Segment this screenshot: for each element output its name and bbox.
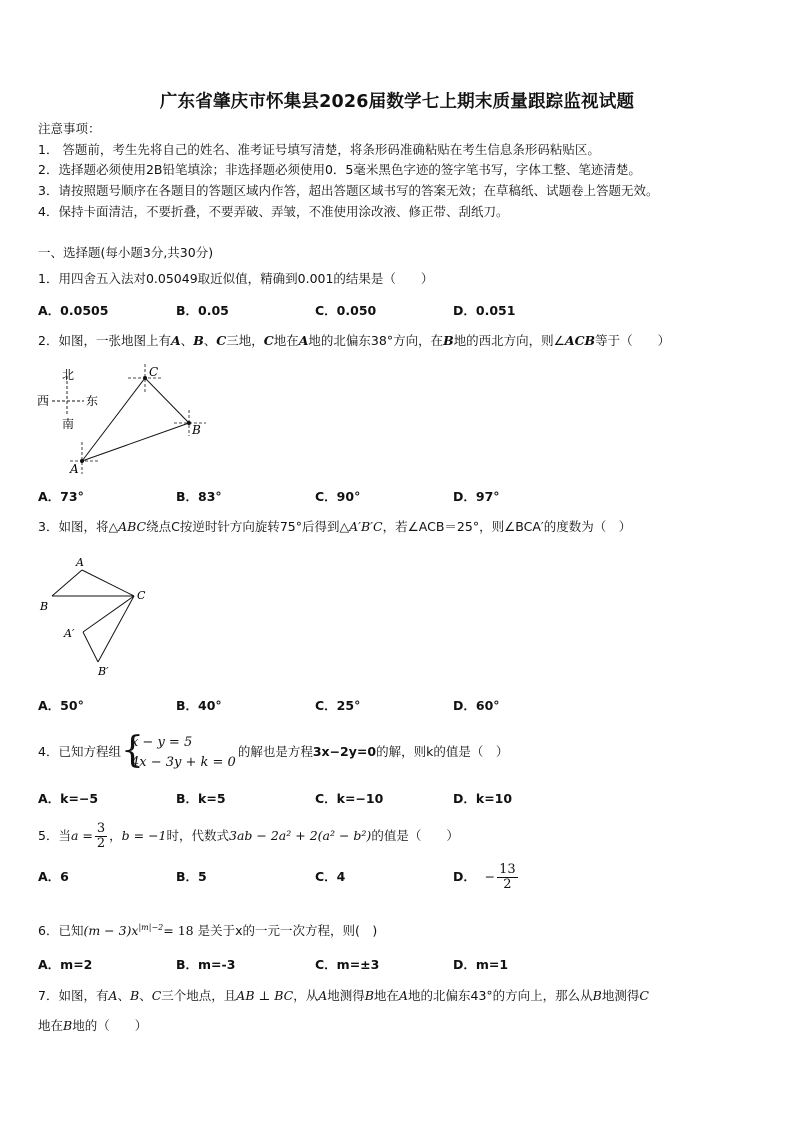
segment-ac [82, 570, 134, 596]
q3-option-d: D．60° [453, 698, 500, 713]
q2-angle-acb: ACB [564, 333, 596, 348]
q3-post: ，若∠ACB＝25°，则∠BCA′的度数为（ ） [382, 519, 632, 534]
notice-item-1: 1． 答题前，考生先将自己的姓名、准考证号填写清楚，将条形码准确粘贴在考生信息条形码粘贴区。 [38, 142, 600, 157]
question-6-text [38, 920, 377, 939]
label-c: C [137, 589, 146, 602]
q7-m5: 地的北偏东43°的方向上，那么从 [408, 988, 593, 1003]
q7-var-b4: B [63, 1018, 73, 1033]
segment-ca2 [83, 596, 134, 632]
q2-option-c: C．90° [315, 489, 361, 504]
q5-expression: 3ab − 2a² + 2(a² − b²) [229, 828, 372, 843]
q3-triangle-symbol-2: △ [339, 519, 350, 534]
q7-s1: 、 [117, 988, 130, 1003]
q7-var-a2: A [318, 988, 328, 1003]
q7-var-a3: A [398, 988, 408, 1003]
q7-var-c2: C [639, 988, 649, 1003]
point-c [143, 376, 147, 380]
q6-exponent: |m|−2 [138, 923, 164, 932]
q2-var-a2: A [298, 333, 309, 348]
q5-option-b: B．5 [176, 869, 207, 884]
q2-option-b: B．83° [176, 489, 222, 504]
q6-post: 是关于x的一元一次方程，则( ) [197, 923, 378, 939]
segment-ab [82, 423, 189, 461]
q6-option-c: C．m=±3 [315, 957, 380, 972]
q6-option-a: A．m=2 [38, 957, 93, 972]
q7-var-b3: B [592, 988, 602, 1003]
q5-option-d-label: D． [453, 869, 476, 884]
q5-b-eq: b = −1 [121, 828, 167, 843]
q2-var-c: C [216, 333, 227, 348]
q4-eq1: x − y = 5 [130, 734, 193, 750]
section-heading: 一、选择题(每小题3分,共30分) [38, 245, 214, 260]
q2-mid1: 三地， [226, 333, 264, 348]
question-5-text [38, 818, 459, 854]
q5-option-d-sign: − [484, 869, 496, 884]
q5-option-d [453, 859, 520, 895]
label-a: A [70, 462, 79, 476]
segment-ab [52, 570, 82, 596]
q2-var-a: A [170, 333, 181, 348]
q3-option-b: B．40° [176, 698, 222, 713]
q5-a-lhs: a = [70, 828, 93, 843]
q5-mid: 时，代数式 [166, 828, 230, 843]
q7-s2: 、 [139, 988, 152, 1003]
label-b-prime: B′ [98, 665, 109, 678]
q6-rhs: = 18 [163, 923, 194, 939]
q7-var-c: C [151, 988, 162, 1003]
q4-eq2: 4x − 3y + k = 0 [130, 754, 236, 770]
q7-m2: ，从 [293, 988, 319, 1003]
segment-ac [82, 378, 145, 461]
question-2-text [38, 333, 670, 349]
q2-var-c2: C [263, 333, 274, 348]
q4-option-c: C．k=−10 [315, 791, 384, 806]
q2-pre: 2．如图，一张地图上有 [38, 333, 171, 348]
q7-m3: 地测得 [327, 988, 365, 1003]
segment-cb [145, 378, 189, 423]
q5-sep: ， [109, 828, 122, 843]
q4-pre: 4．已知方程组 [38, 744, 121, 759]
q4-brace: { [120, 729, 144, 771]
q1-option-d: D．0.051 [453, 303, 516, 318]
q2-sep2: 、 [203, 333, 217, 348]
q3-mid1: 绕点C按逆时针方向旋转75°后得到 [146, 519, 340, 534]
question-7-line-1 [38, 988, 649, 1004]
compass-east: 东 [86, 394, 99, 408]
q1-option-a: A．0.0505 [38, 303, 109, 318]
label-b: B [192, 423, 201, 437]
q5-a-fraction [95, 822, 107, 851]
question-1-text: 1．用四舍五入法对0.05049取近似值，精确到0.001的结果是（ ） [38, 271, 434, 286]
q4-equation-system [120, 729, 236, 773]
notice-heading: 注意事项： [38, 121, 101, 136]
q3-triangle-symbol-1: △ [108, 519, 119, 534]
q2-sep1: 、 [180, 333, 194, 348]
q4-eq3: 3x−2y=0 [312, 744, 377, 759]
compass-west: 西 [37, 394, 50, 408]
q2-figure [30, 362, 220, 480]
notice-item-4: 4．保持卡面清洁，不要折叠，不要弄破、弄皱，不准使用涂改液、修正带、刮纸刀。 [38, 204, 509, 219]
q3-option-c: C．25° [315, 698, 361, 713]
q7-m1: 三个地点，且 [161, 988, 237, 1003]
q4-post: 的解，则k的值是（ ） [376, 744, 509, 759]
q2-mid3: 地的北偏东38°方向，在 [308, 333, 444, 348]
segment-a2b2 [83, 632, 98, 662]
q4-option-a: A．k=−5 [38, 791, 99, 806]
q7-m4: 地在 [373, 988, 399, 1003]
q3-figure [36, 552, 156, 682]
q7-var-b: B [130, 988, 140, 1003]
q5-pre: 5．当 [38, 828, 71, 843]
q3-pre: 3．如图，将 [38, 519, 109, 534]
q2-mid4: 地的西北方向，则∠ [453, 333, 565, 348]
q4-option-d: D．k=10 [453, 791, 513, 806]
q2-option-a: A．73° [38, 489, 84, 504]
q7-line2-post: 地的（ ） [72, 1018, 148, 1033]
question-7-line-2 [38, 1018, 147, 1034]
label-b: B [40, 600, 49, 613]
q5-option-c: C．4 [315, 869, 346, 884]
label-c: C [149, 365, 159, 379]
page-title: 广东省肇庆市怀集县2026届数学七上期末质量跟踪监视试题 [159, 92, 635, 112]
q1-option-c: C．0.050 [315, 303, 377, 318]
q1-option-b: B．0.05 [176, 303, 229, 318]
question-4-text [38, 730, 508, 774]
q7-pre: 7．如图，有 [38, 988, 109, 1003]
q7-var-b2: B [364, 988, 374, 1003]
q3-triangle-2: A′B′C [349, 519, 383, 534]
q6-option-b: B．m=-3 [176, 957, 236, 972]
q7-perpendicular: AB ⊥ BC [236, 988, 294, 1003]
notice-item-2: 2．选择题必须使用2B铅笔填涂；非选择题必须使用0．5毫米黑色字迹的签字笔书写，字体工整、笔迹清楚。 [38, 162, 641, 177]
q7-line2-pre: 地在 [38, 1018, 64, 1033]
q6-pre: 6．已知 [38, 923, 84, 939]
q5-option-a: A．6 [38, 869, 69, 884]
q6-option-d: D．m=1 [453, 957, 509, 972]
q5-option-d-fraction [497, 863, 518, 892]
q5-a-numerator: 3 [96, 821, 106, 836]
q6-expression: (m − 3)x [83, 923, 139, 939]
q7-m6: 地测得 [601, 988, 640, 1003]
segment-cb2 [98, 596, 134, 662]
q5-option-d-numerator: 13 [499, 862, 516, 877]
label-a: A [76, 556, 84, 569]
q2-option-d: D．97° [453, 489, 500, 504]
label-a-prime: A′ [64, 627, 75, 640]
q4-option-b: B．k=5 [176, 791, 226, 806]
point-a [80, 459, 84, 463]
q2-var-b: B [193, 333, 204, 348]
q2-post: 等于（ ） [595, 333, 671, 348]
compass-north: 北 [62, 368, 75, 382]
question-3-text [38, 519, 631, 535]
q5-post: 的值是（ ） [371, 828, 459, 843]
q3-option-a: A．50° [38, 698, 84, 713]
q4-mid: 的解也是方程 [237, 744, 313, 759]
q5-option-d-denominator: 2 [503, 877, 512, 892]
q5-a-denominator: 2 [96, 836, 106, 851]
compass-south: 南 [62, 417, 75, 431]
notice-item-3: 3．请按照题号顺序在各题目的答题区域内作答，超出答题区域书写的答案无效；在草稿纸、试题卷上答题无效。 [38, 183, 659, 198]
q2-var-b2: B [443, 333, 454, 348]
q3-triangle-1: ABC [118, 519, 147, 534]
q2-mid2: 地在 [273, 333, 299, 348]
point-b [187, 421, 191, 425]
q7-var-a: A [108, 988, 118, 1003]
